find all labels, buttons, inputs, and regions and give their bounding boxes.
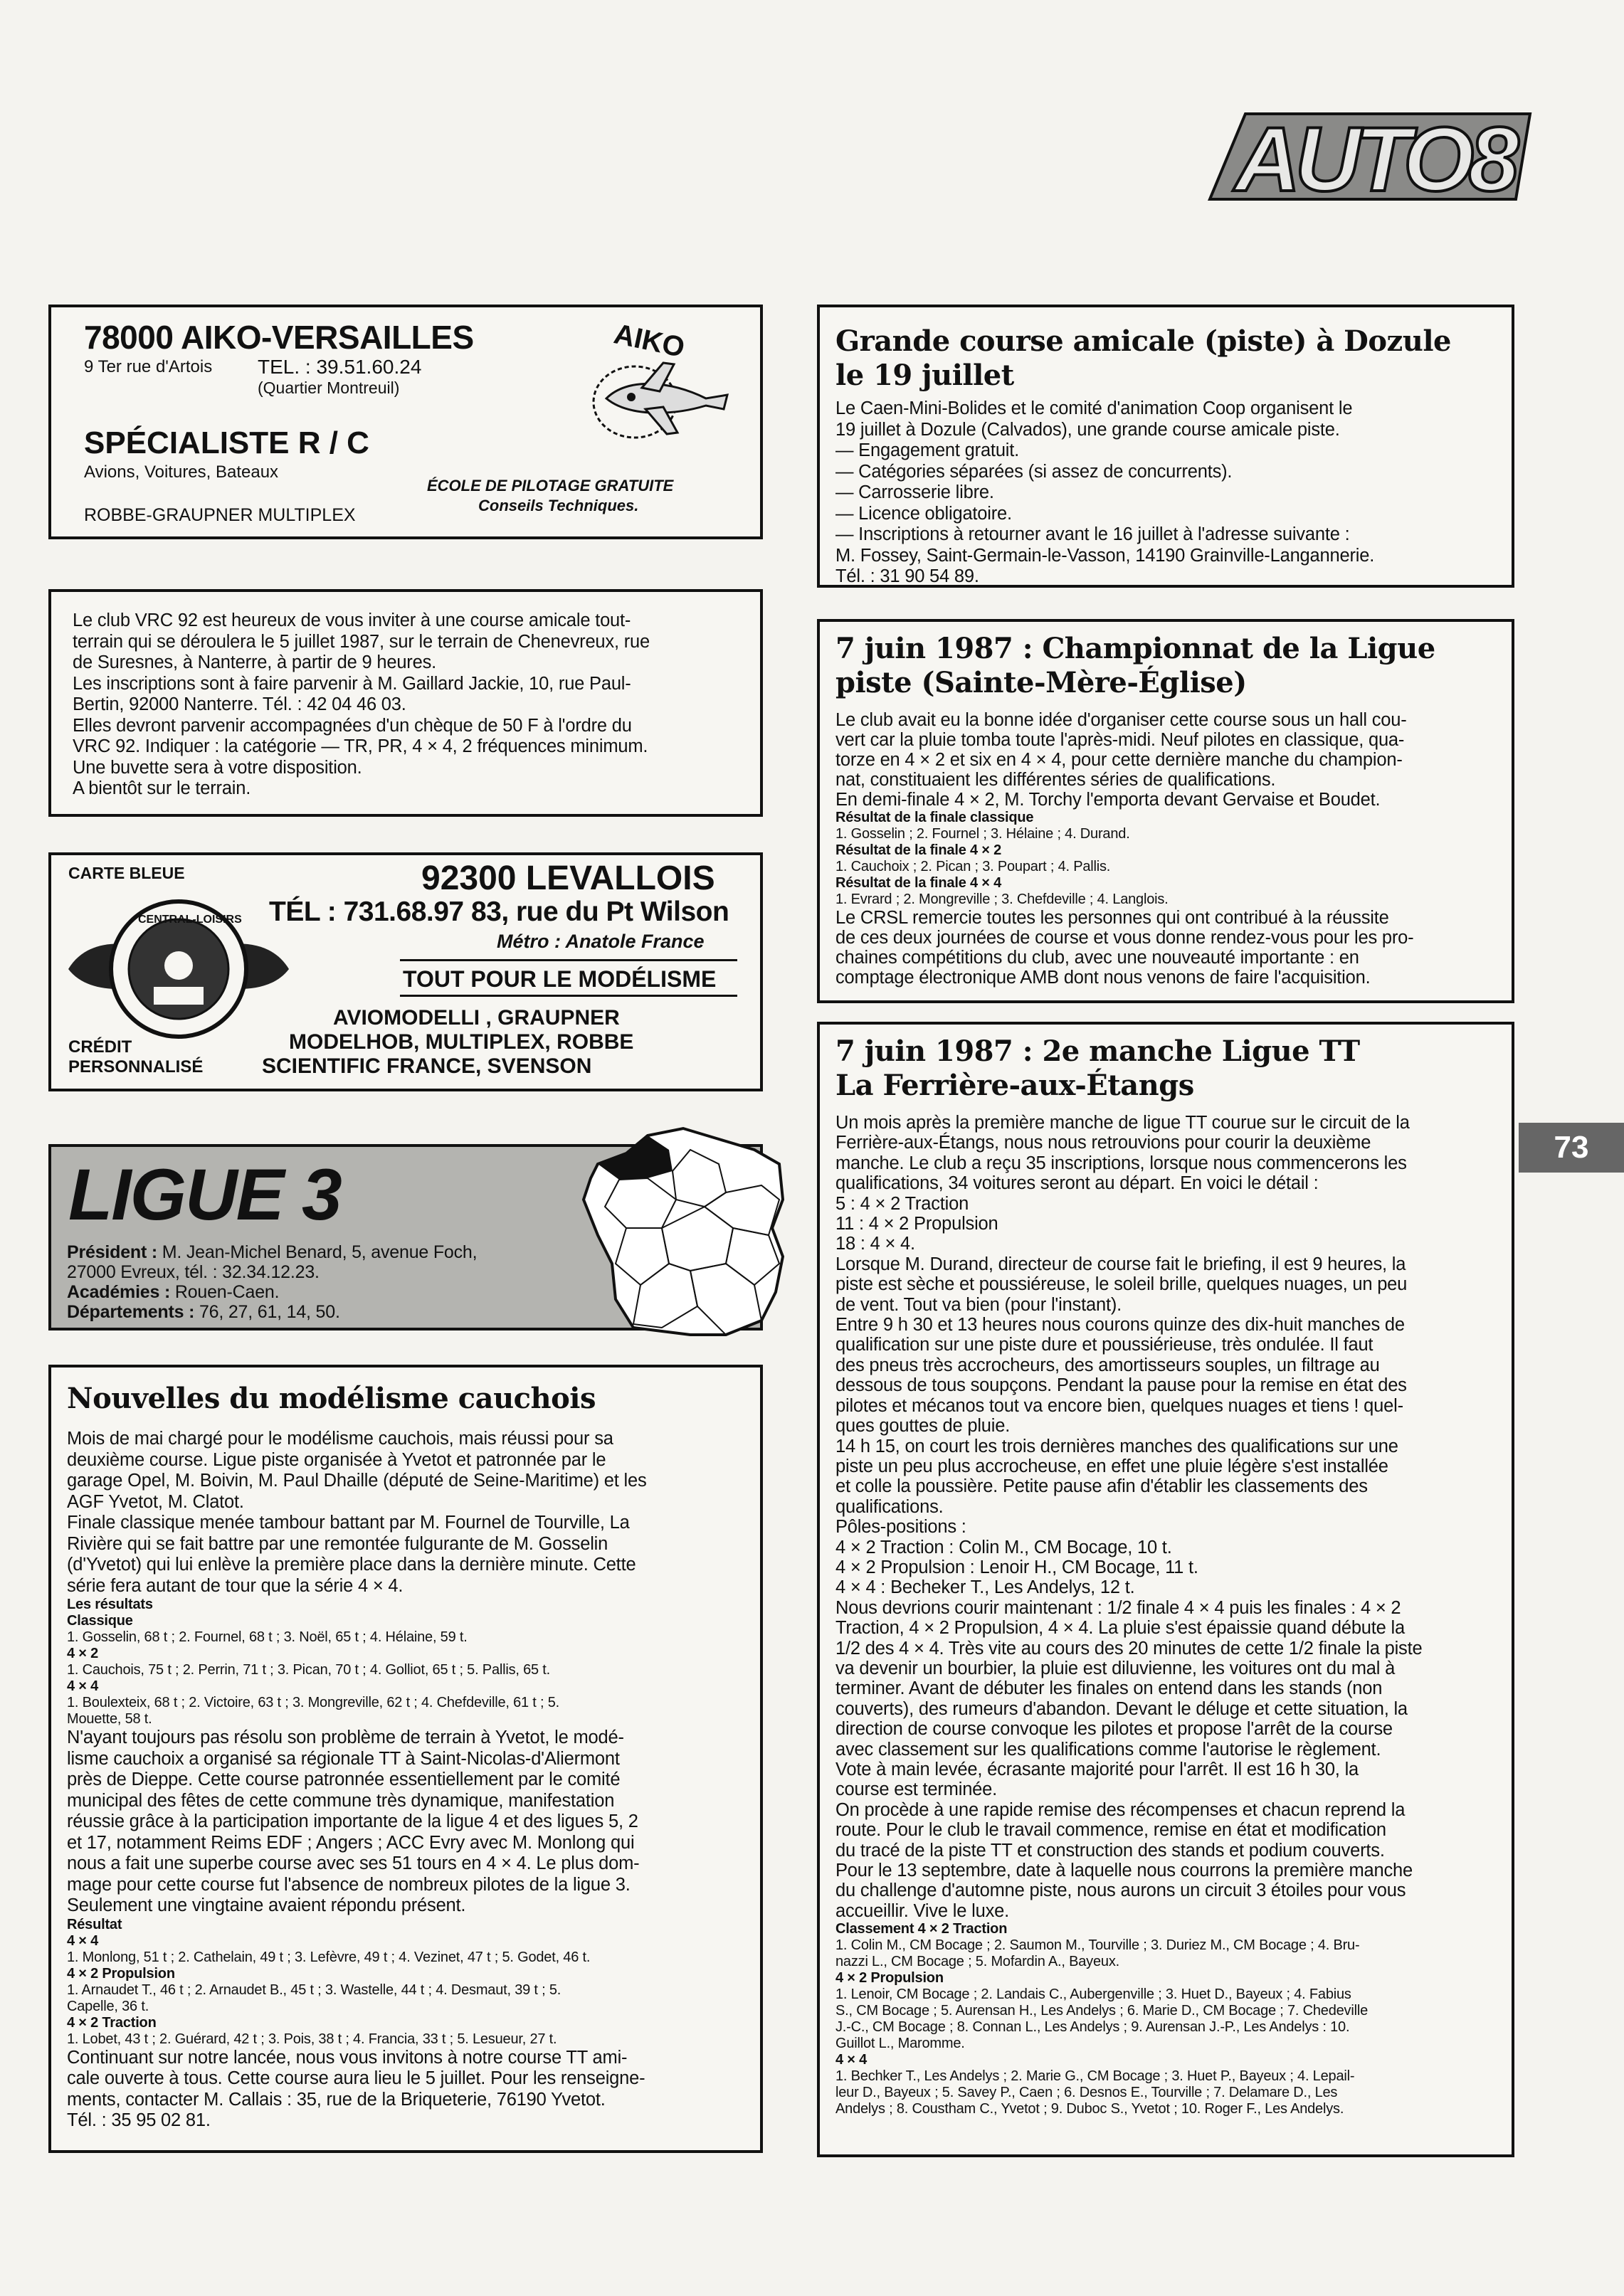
text-line: mage pour cette course fut l'absence de nombreux pilotes de la ligue 3.	[67, 1874, 631, 1895]
text-line: — Licence obligatoire.	[835, 503, 1012, 524]
text-line: vert car la pluie tomba toute l'après-midi. Neuf pilotes en classique, qua-	[835, 730, 1405, 750]
text-line: série fera autant de tour que la série 4 × 4.	[67, 1575, 404, 1596]
results-heading: 4 × 4	[67, 1678, 99, 1694]
text-line: deuxième course. Ligue piste organisée à Yvetot et patronnée par le	[67, 1449, 606, 1470]
results-line: 1. Bechker T., Les Andelys ; 2. Marie G., CM Bocage ; 3. Huet P., Bayeux ; 4. Lepail-	[835, 2068, 1355, 2085]
text-line: Tél. : 31 90 54 89.	[835, 566, 979, 586]
results-line: 1. Lenoir, CM Bocage ; 2. Landais C., Aubergenville ; 3. Huet D., Bayeux ; 4. Fabius	[835, 1986, 1351, 2003]
results-line: 1. Lobet, 43 t ; 2. Guérard, 42 t ; 3. Pois, 38 t ; 4. Francia, 33 t ; 5. Lesueur, 27 t.	[67, 2031, 557, 2047]
text-line: ments, contacter M. Callais : 35, rue de la Briqueterie, 76190 Yvetot.	[67, 2089, 606, 2110]
text-line: 19 juillet à Dozule (Calvados), une grande course amicale piste.	[835, 419, 1340, 440]
text-line: de Suresnes, à Nanterre, à partir de 9 heures.	[73, 652, 437, 672]
aiko-district: (Quartier Montreuil)	[258, 379, 400, 397]
text-line: garage Opel, M. Boivin, M. Paul Dhaille (député de Seine-Maritime) et les	[67, 1471, 647, 1491]
text-line: course est terminée.	[835, 1779, 998, 1800]
vrc92-notice-text	[73, 610, 749, 800]
text-line: accueillir. Vive le luxe.	[835, 1900, 1009, 1921]
text-line: Tél. : 35 95 02 81.	[67, 2110, 211, 2130]
text-line: 4 × 2 Propulsion : Lenoir H., CM Bocage, 11 t.	[835, 1557, 1198, 1577]
ligue3-title: LIGUE 3	[68, 1154, 341, 1235]
central-loisirs-emblem	[61, 884, 296, 1054]
results-heading: Résultat de la finale 4 × 4	[835, 875, 1002, 891]
aiko-school: ÉCOLE DE PILOTAGE GRATUITE	[427, 477, 674, 494]
text-line: piste est sèche et poussiéreuse, le soleil brille, quelques nuages, un peu	[835, 1274, 1408, 1295]
cauchois-body	[67, 1429, 750, 2132]
ligue3-president-2: 27000 Evreux, tél. : 32.34.12.23.	[67, 1262, 320, 1282]
championnat-article	[817, 619, 1514, 1003]
text-line: nat, constituaient les différentes séries de qualifications.	[835, 770, 1276, 790]
text-line: nous a fait une superbe course avec ses 51 tours en 4 × 4. Le plus dom-	[67, 1853, 640, 1873]
results-line: S., CM Bocage ; 5. Aurensan H., Les Andelys ; 6. Marie D., CM Bocage ; 7. Chedeville	[835, 2003, 1369, 2019]
text-line: terrain qui se déroulera le 5 juillet 1987, sur le terrain de Chenevreux, rue	[73, 631, 650, 652]
text-line: de ces deux journées de course et vous donne rendez-vous pour les pro-	[835, 928, 1414, 948]
text-line: terminer. Avant de débuter les finales on entend dans les stands (non	[835, 1678, 1383, 1699]
dozule-article	[817, 305, 1514, 588]
ferriere-title-2: La Ferrière-aux-Étangs	[835, 1069, 1194, 1102]
results-line: Mouette, 58 t.	[67, 1711, 152, 1727]
text-line: 11 : 4 × 2 Propulsion	[835, 1214, 998, 1234]
text-line: comptage électronique AMB dont nous venons de faire l'acquisition.	[835, 968, 1371, 988]
emblem-text: CENTRAL-LOISIRS	[138, 914, 242, 926]
text-line: Le CRSL remercie toutes les personnes qui ont contribué à la réussite	[835, 908, 1389, 928]
text-line: Finale classique menée tambour battant par M. Fournel de Tourville, La	[67, 1513, 630, 1533]
text-line: réussie grâce à la participation importante de la ligue 4 et des ligues 5, 2	[67, 1811, 638, 1831]
results-line: 1. Boulexteix, 68 t ; 2. Victoire, 63 t ; 3. Mongreville, 62 t ; 4. Chefdeville, 61 t ; 5.	[67, 1695, 560, 1710]
dozule-body	[835, 398, 1504, 588]
text-line: Mois de mai chargé pour le modélisme cauchois, mais réussi pour sa	[67, 1429, 613, 1449]
ferriere-body	[835, 1113, 1504, 2117]
text-line: Pour le 13 septembre, date à laquelle nous courrons la première manche	[835, 1861, 1413, 1881]
text-line: Le club VRC 92 est heureux de vous inviter à une course amicale tout-	[73, 610, 631, 630]
results-heading: Résultat de la finale classique	[835, 810, 1034, 825]
text-line: Seulement une vingtaine avaient répondu présent.	[67, 1895, 466, 1915]
page-number: 73	[1519, 1123, 1624, 1173]
text-line: et 17, notamment Reims EDF ; Angers ; ACC Evry avec M. Monlong qui	[67, 1832, 635, 1853]
text-line: avec classement sur les qualifications comme l'autorise le règlement.	[835, 1739, 1381, 1760]
text-line: A bientôt sur le terrain.	[73, 778, 251, 798]
text-line: va devenir un bourbier, la pluie est diluvienne, les voitures ont du mal à	[835, 1658, 1396, 1678]
results-line: 1. Evrard ; 2. Mongreville ; 3. Chefdeville ; 4. Langlois.	[835, 892, 1169, 907]
text-line: Traction, 4 × 2 Propulsion, 4 × 4. La pluie s'est épaissie quand débute la	[835, 1618, 1405, 1639]
text-line: qualifications.	[835, 1496, 944, 1517]
results-heading: 4 × 4	[67, 1932, 99, 1949]
text-line: qualifications, 34 voitures seront au départ. En voici le détail :	[835, 1173, 1319, 1194]
results-line: 1. Monlong, 51 t ; 2. Cathelain, 49 t ; 3. Lefèvre, 49 t ; 4. Vezinet, 47 t ; 5. Godet, 46 t.	[67, 1949, 591, 1965]
levallois-rule-2	[400, 995, 737, 997]
text-line: piste un peu plus accrocheuse, en effet une pluie légère s'est installée	[835, 1456, 1388, 1476]
text-line: cale ouverte à tous. Cette course aura lieu le 5 juillet. Pour les renseigne-	[67, 2068, 645, 2088]
levallois-credit-2: PERSONNALISÉ	[68, 1057, 204, 1076]
results-line: 1. Colin M., CM Bocage ; 2. Saumon M., Tourville ; 3. Duriez M., CM Bocage ; 4. Bru-	[835, 1937, 1360, 1954]
aiko-logo-word: AIKO	[611, 320, 687, 364]
levallois-slogan: TOUT POUR LE MODÉLISME	[403, 966, 717, 992]
cauchois-article	[48, 1365, 763, 2153]
levallois-brands-1: AVIOMODELLI , GRAUPNER	[333, 1006, 620, 1030]
aiko-title: 78000 AIKO-VERSAILLES	[84, 319, 474, 356]
text-line: des pneus très accrocheurs, des amortisseurs souples, un filtrage au	[835, 1355, 1380, 1375]
text-line: direction de course convoque les pilotes et propose l'arrêt de la course	[835, 1719, 1393, 1740]
text-line: Ferrière-aux-Étangs, nous nous retrouvions pour courir la deuxième	[835, 1133, 1371, 1153]
results-heading: 4 × 2 Propulsion	[67, 1965, 175, 1982]
results-heading: 4 × 2	[67, 1646, 99, 1661]
ligue3-academies-label: Académies :	[67, 1282, 171, 1302]
results-line: 1. Gosselin, 68 t ; 2. Fournel, 68 t ; 3. Noël, 65 t ; 4. Hélaine, 59 t.	[67, 1629, 468, 1645]
vrc92-notice	[48, 589, 763, 817]
results-line: leur D., Bayeux ; 5. Savey P., Caen ; 6. Desnos E., Tourville ; 7. Delamare D., Les	[835, 2085, 1338, 2101]
ligue3-details	[67, 1242, 608, 1322]
text-line: En demi-finale 4 × 2, M. Torchy l'emporta devant Gervaise et Boudet.	[835, 790, 1381, 810]
text-line: du challenge d'automne piste, nous aurons un circuit 3 étoiles pour vous	[835, 1880, 1406, 1901]
dozule-title-2: le 19 juillet	[835, 359, 1014, 392]
text-line: torze en 4 × 2 et six en 4 × 4, pour cette dernière manche du champion-	[835, 750, 1403, 770]
levallois-rule	[400, 959, 737, 961]
text-line: 4 × 4 : Becheker T., Les Andelys, 12 t.	[835, 1577, 1135, 1598]
text-line: et colle la poussière. Petite pause afin d'établir les classements des	[835, 1476, 1368, 1497]
text-line: N'ayant toujours pas résolu son problème de terrain à Yvetot, le modé-	[67, 1728, 624, 1747]
ligue3-departements: 76, 27, 61, 14, 50.	[194, 1302, 340, 1322]
text-line: dessous de tous soupçons. Pendant la pause pour la remise en état des	[835, 1375, 1407, 1396]
text-line: de vent. Tout va bien (pour l'instant).	[835, 1294, 1122, 1315]
results-heading: 4 × 2 Traction	[67, 2014, 157, 2031]
text-line: Les inscriptions sont à faire parvenir à M. Gaillard Jackie, 10, rue Paul-	[73, 673, 631, 694]
text-line: Rivière qui se fait battre par une remontée fulgurante de M. Gosselin	[67, 1533, 608, 1554]
text-line: près de Dieppe. Cette course patronnée essentiellement par le comité	[67, 1769, 621, 1789]
results-heading: 4 × 4	[835, 2052, 868, 2068]
aiko-phone: TEL. : 39.51.60.24	[258, 356, 422, 378]
results-line: J.-C., CM Bocage ; 8. Connan L., Les Andelys ; 9. Aurensan J.-P., Les Andelys : 10.	[835, 2019, 1350, 2036]
text-line: Vote à main levée, écrasante majorité pour l'arrêt. Il est 16 h 30, la	[835, 1760, 1359, 1779]
ferriere-article	[817, 1022, 1514, 2157]
ligue3-president-label: Président :	[67, 1242, 157, 1262]
text-line: Continuant sur notre lancée, nous vous invitons à notre course TT ami-	[67, 2047, 628, 2068]
text-line: Nous devrions courir maintenant : 1/2 finale 4 × 4 puis les finales : 4 × 2	[835, 1597, 1401, 1618]
levallois-brands-3: SCIENTIFIC FRANCE, SVENSON	[262, 1054, 592, 1078]
results-heading: Résultat	[67, 1916, 122, 1932]
ligue3-academies: Rouen-Caen.	[170, 1282, 280, 1302]
text-line: — Catégories séparées (si assez de concurrents).	[835, 461, 1233, 482]
levallois-brands-2: MODELHOB, MULTIPLEX, ROBBE	[289, 1030, 634, 1054]
text-line: AGF Yvetot, M. Clatot.	[67, 1491, 244, 1512]
france-map	[576, 1121, 790, 1342]
text-line: On procède à une rapide remise des récompenses et chacun reprend la	[835, 1799, 1406, 1820]
text-line: municipal des fêtes de cette commune très dynamique, manifestation	[67, 1790, 615, 1811]
results-heading: 4 × 2 Propulsion	[835, 1970, 944, 1986]
levallois-phone-line: TÉL : 731.68.97 83, rue du Pt Wilson	[269, 896, 729, 927]
levallois-city: 92300 LEVALLOIS	[421, 859, 715, 897]
text-line: Lorsque M. Durand, directeur de course fait le briefing, il est 9 heures, la	[835, 1254, 1406, 1274]
cauchois-title: Nouvelles du modélisme cauchois	[67, 1382, 596, 1415]
results-heading: Les résultats	[67, 1597, 153, 1612]
levallois-metro: Métro : Anatole France	[497, 931, 705, 952]
text-line: Elles devront parvenir accompagnées d'un chèque de 50 F à l'ordre du	[73, 715, 632, 736]
text-line: 4 × 2 Traction : Colin M., CM Bocage, 10 t.	[835, 1537, 1172, 1557]
championnat-title-2: piste (Sainte-Mère-Église)	[835, 666, 1247, 699]
ligue3-president: M. Jean-Michel Benard, 5, avenue Foch,	[157, 1242, 478, 1262]
text-line: Une buvette sera à votre disposition.	[73, 757, 362, 778]
results-line: Capelle, 36 t.	[67, 1998, 149, 2014]
text-line: Un mois après la première manche de ligue TT courue sur le circuit de la	[835, 1113, 1410, 1133]
text-line: — Engagement gratuit.	[835, 440, 1020, 460]
text-line: — Inscriptions à retourner avant le 16 juillet à l'adresse suivante :	[835, 524, 1350, 544]
text-line: du tracé de la piste TT et construction des stands et podium couverts.	[835, 1840, 1385, 1861]
levallois-carte-bleue: CARTE BLEUE	[68, 864, 185, 882]
results-line: Andelys ; 8. Coustham C., Yvetot ; 9. Duboc S., Yvetot ; 10. Roger F., Les Andelys.	[835, 2101, 1344, 2117]
results-line: Guillot L., Maromme.	[835, 2036, 965, 2052]
text-line: 1/2 des 4 × 4. Très vite au cours des 20 minutes de cette 1/2 finale la piste	[835, 1638, 1423, 1658]
text-line: lisme cauchoix a organisé sa régionale TT à Saint-Nicolas-d'Aliermont	[67, 1748, 620, 1769]
auto8-logo	[1203, 107, 1537, 206]
text-line: 5 : 4 × 2 Traction	[835, 1193, 969, 1214]
text-line: Entre 9 h 30 et 13 heures nous courons quinze des dix-huit manches de	[835, 1315, 1405, 1335]
text-line: M. Fossey, Saint-Germain-le-Vasson, 14190 Grainville-Langannerie.	[835, 545, 1375, 566]
results-heading: Classique	[67, 1613, 133, 1629]
text-line: pilotes et mécanos tout va encore bien, quelques nuages et tiens ! quel-	[835, 1395, 1403, 1416]
championnat-title-1: 7 juin 1987 : Championnat de la Ligue	[835, 632, 1435, 665]
ligue3-departements-label: Départements :	[67, 1302, 195, 1322]
results-line: 1. Gosselin ; 2. Fournel ; 3. Hélaine ; 4. Durand.	[835, 826, 1130, 842]
text-line: 18 : 4 × 4.	[835, 1234, 915, 1254]
aiko-specialty: SPÉCIALISTE R / C	[84, 425, 369, 460]
aiko-specialty-sub: Avions, Voitures, Bateaux	[84, 462, 279, 482]
results-heading: Résultat de la finale 4 × 2	[835, 842, 1002, 858]
levallois-advert	[48, 852, 763, 1091]
text-line: manche. Le club a reçu 35 inscriptions, lorsque nous commencerons les	[835, 1153, 1407, 1173]
ferriere-title-1: 7 juin 1987 : 2e manche Ligue TT	[835, 1035, 1360, 1068]
text-line: Le club avait eu la bonne idée d'organiser cette course sous un hall cou-	[835, 710, 1407, 730]
results-heading: Classement 4 × 2 Traction	[835, 1921, 1008, 1937]
text-line: 14 h 15, on court les trois dernières manches des qualifications sur une	[835, 1436, 1398, 1456]
results-line: 1. Cauchois, 75 t ; 2. Perrin, 71 t ; 3. Pican, 70 t ; 4. Golliot, 65 t ; 5. Pallis, 65 t.	[67, 1662, 551, 1678]
aiko-advice: Conseils Techniques.	[478, 497, 639, 514]
results-line: 1. Cauchoix ; 2. Pican ; 3. Poupart ; 4. Pallis.	[835, 859, 1111, 874]
aiko-address: 9 Ter rue d'Artois	[84, 357, 213, 376]
text-line: VRC 92. Indiquer : la catégorie — TR, PR, 4 × 4, 2 fréquences minimum.	[73, 736, 648, 756]
text-line: Bertin, 92000 Nanterre. Tél. : 42 04 46 03.	[73, 694, 406, 714]
text-line: ques gouttes de pluie.	[835, 1416, 1011, 1437]
championnat-body	[835, 710, 1504, 988]
levallois-credit-1: CRÉDIT	[68, 1037, 132, 1057]
text-line: Pôles-positions :	[835, 1517, 966, 1538]
dozule-title-1: Grande course amicale (piste) à Dozule	[835, 324, 1451, 358]
results-line: nazzi L., CM Bocage ; 5. Mofardin A., Bayeux.	[835, 1954, 1119, 1970]
text-line: (d'Yvetot) qui lui enlève la première place dans la dernière minute. Cette	[67, 1555, 636, 1575]
aiko-brands: ROBBE-GRAUPNER MULTIPLEX	[84, 505, 356, 525]
text-line: chaines compétitions du club, avec une nouveauté importante : en	[835, 948, 1359, 968]
aiko-advert	[48, 305, 763, 539]
text-line: Le Caen-Mini-Bolides et le comité d'animation Coop organisent le	[835, 398, 1353, 418]
text-line: — Carrosserie libre.	[835, 482, 994, 502]
text-line: route. Pour le club le travail commence, remise en état et modification	[835, 1820, 1386, 1841]
results-line: 1. Arnaudet T., 46 t ; 2. Arnaudet B., 45 t ; 3. Wastelle, 44 t ; 4. Desmaut, 39 t ; 5.	[67, 1982, 561, 1998]
text-line: qualification sur une piste dure et poussiérieuse, très ondulée. Il faut	[835, 1335, 1373, 1355]
aiko-airplane-logo	[564, 320, 734, 462]
text-line: couverts), des rumeurs d'abandon. Devant le déluge et cette situation, la	[835, 1698, 1408, 1719]
auto8-logo-text: AUTO8	[1235, 109, 1514, 206]
